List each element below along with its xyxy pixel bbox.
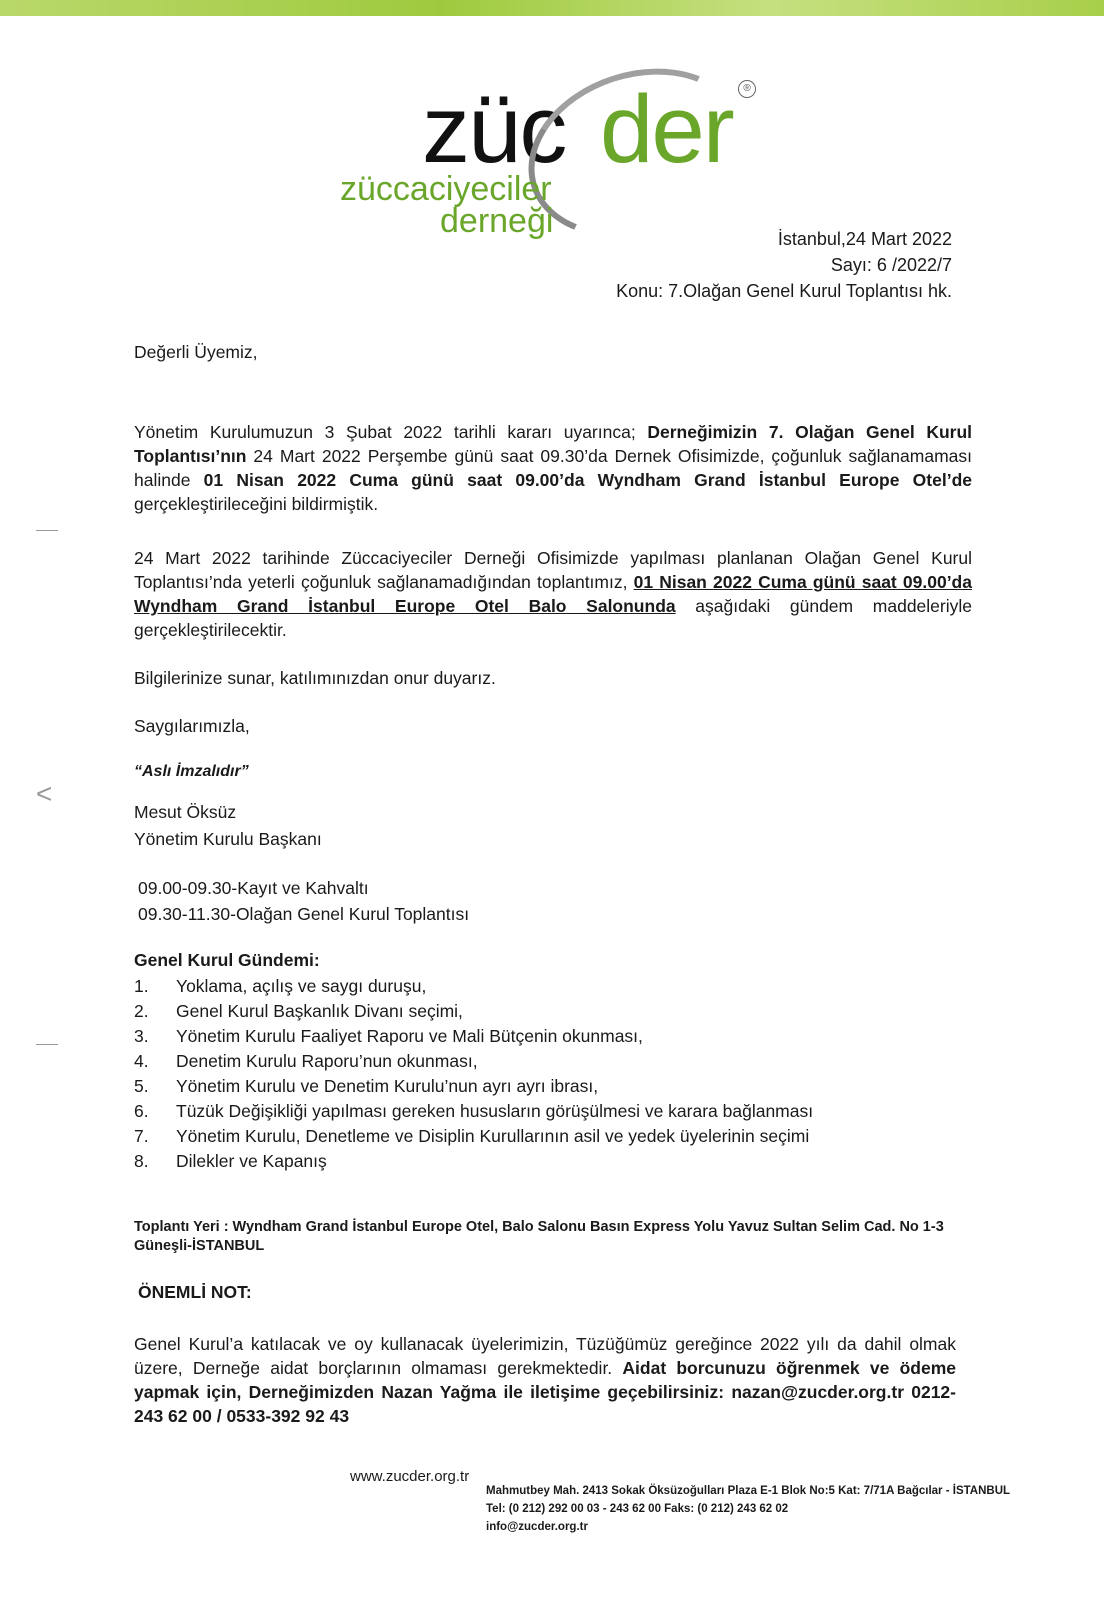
paragraph-2 <box>134 546 972 642</box>
list-item: 2. Genel Kurul Başkanlık Divanı seçimi, <box>134 1001 463 1021</box>
signer-block <box>134 800 972 851</box>
list-item: 6. Tüzük Değişikliği yapılması gereken hususların görüşülmesi ve karara bağlanması <box>134 1101 814 1121</box>
para2-text-1: 24 Mart 2022 tarihinde Züccaciyeciler Derneği Ofisimizde yapılması planlanan Olağan Genel Kurul Toplantısı’nda yeterli çoğunluk sağlanamadığından toplantımız, <box>134 548 972 592</box>
list-item: 7. Yönetim Kurulu, Denetleme ve Disiplin Kurullarının asil ve yedek üyelerinin seçimi <box>134 1126 810 1146</box>
logo-line1: züccaciyeciler <box>340 170 552 208</box>
logo-line2: derneği <box>440 202 554 240</box>
para2-underlined: 01 Nisan 2022 Cuma günü saat 09.00’da Wyndham Grand İstanbul Europe Otel Balo Salonunda <box>134 572 972 616</box>
signed-note: “Aslı İmzalıdır” <box>134 763 249 780</box>
footer-website[interactable]: www.zucder.org.tr <box>350 1468 470 1485</box>
letter-meta <box>616 226 952 304</box>
agenda-heading: Genel Kurul Gündemi: <box>134 950 320 970</box>
list-item: 4. Denetim Kurulu Raporu’nun okunması, <box>134 1051 478 1071</box>
greeting: Değerli Üyemiz, <box>134 342 258 362</box>
footer-email[interactable]: info@zucder.org.tr <box>486 1521 588 1533</box>
footer-contact <box>486 1482 1010 1536</box>
closing: Saygılarımızla, <box>134 716 250 736</box>
note-text: Genel Kurul’a katılacak ve oy kullanacak üyelerimizin, Tüzüğümüz gereğince 2022 yılı da dahil olmak üzere, Derneğe aidat borçlarının olmaması gerekmektedir. <box>134 1334 956 1378</box>
schedule <box>138 876 976 926</box>
chevron-left-icon: < <box>36 778 53 809</box>
schedule-item: 09.00-09.30-Kayıt ve Kahvaltı <box>138 878 369 898</box>
agenda-list <box>134 974 972 1174</box>
list-item: 3. Yönetim Kurulu Faaliyet Raporu ve Mali Bütçenin okunması, <box>134 1026 643 1046</box>
top-color-bar <box>0 0 1104 16</box>
para2-text-2: aşağıdaki gündem maddeleriyle gerçekleştirilecektir. <box>134 596 972 640</box>
margin-mark <box>36 1044 58 1045</box>
paragraph-3: Bilgilerinize sunar, katılımınızdan onur duyarız. <box>134 668 496 688</box>
para1-bold-1: Derneğimizin 7. Olağan Genel Kurul Toplantısı’nın <box>134 422 973 466</box>
margin-mark <box>36 530 58 531</box>
letter-date: İstanbul,24 Mart 2022 <box>777 229 952 249</box>
venue-line2: Güneşli-İSTANBUL <box>134 1238 265 1254</box>
agenda <box>134 948 972 1174</box>
list-item: 8. Dilekler ve Kapanış <box>134 1151 327 1171</box>
venue-line1: Toplantı Yeri : Wyndham Grand İstanbul Europe Otel, Balo Salonu Basın Express Yolu Yavuz Sultan Selim Cad. No 1-3 <box>134 1219 944 1235</box>
logo-mark-right: der <box>600 76 733 183</box>
note-bold: Aidat borcunuzu öğrenmek ve ödeme yapmak için, Derneğimizden Nazan Yağma ile iletişime geçebilirsiniz: nazan@zucder.org.tr 0212-243 62 00 / 0533-392 92 43 <box>134 1358 956 1426</box>
registered-icon: ® <box>738 80 756 98</box>
venue <box>134 1218 954 1256</box>
footer-address: Mahmutbey Mah. 2413 Sokak Öksüzoğulları Plaza E-1 Blok No:5 Kat: 7/71A Bağcılar - İSTANBUL <box>486 1485 1011 1497</box>
signer-name: Mesut Öksüz <box>134 802 237 822</box>
letter-subject: Konu: 7.Olağan Genel Kurul Toplantısı hk. <box>616 281 952 301</box>
list-item: 5. Yönetim Kurulu ve Denetim Kurulu’nun ayrı ayrı ibrası, <box>134 1076 599 1096</box>
zucder-logo <box>330 62 770 242</box>
logo-mark-left: züc <box>422 76 566 183</box>
para1-text-3: gerçekleştirileceğini bildirmiştik. <box>134 494 379 514</box>
signer-title: Yönetim Kurulu Başkanı <box>134 829 322 849</box>
para1-text-2: 24 Mart 2022 Perşembe günü saat 09.30’da Dernek Ofisimizde, çoğunluk sağlanamaması halinde <box>134 446 972 490</box>
schedule-item: 09.30-11.30-Olağan Genel Kurul Toplantısı <box>138 904 470 924</box>
list-item: 1. Yoklama, açılış ve saygı duruşu, <box>134 976 427 996</box>
para1-bold-2: 01 Nisan 2022 Cuma günü saat 09.00’da Wyndham Grand İstanbul Europe Otel’de <box>203 470 972 490</box>
para1-text-1: Yönetim Kurulumuzun 3 Şubat 2022 tarihli kararı uyarınca; <box>134 422 648 442</box>
note-heading: ÖNEMLİ NOT: <box>138 1282 252 1302</box>
letter-number: Sayı: 6 /2022/7 <box>830 255 952 275</box>
footer-phones: Tel: (0 212) 292 00 03 - 243 62 00 Faks: (0 212) 243 62 02 <box>486 1503 789 1515</box>
paragraph-1 <box>134 420 972 516</box>
note-body <box>134 1332 956 1428</box>
